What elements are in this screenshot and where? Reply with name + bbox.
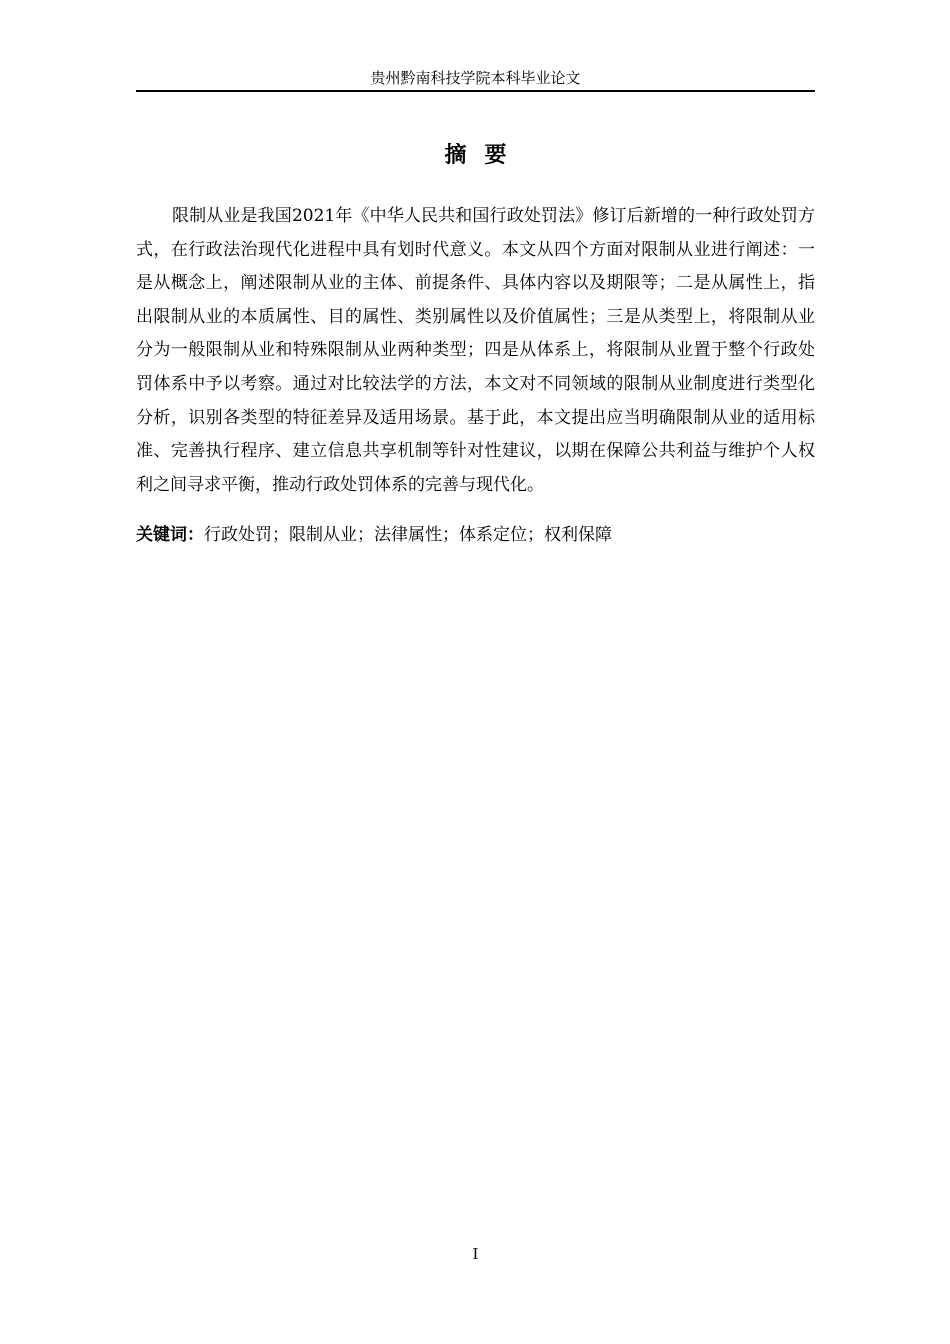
abstract-body: 限制从业是我国2021年《中华人民共和国行政处罚法》修订后新增的一种行政处罚方式，在行政法治现代化进程中具有划时代意义。本文从四个方面对限制从业进行阐述：一是从概念上，阐述限制从业的主体、前提条件、具体内容以及期限等；二是从属性上，指出限制从业的本质属性、目的属性、类别属性以及价值属性；三是从类型上，将限制从业分为一般限制从业和特殊限制从业两种类型；四是从体系上，将限制从业置于整个行政处罚体系中予以考察。通过对比较法学的方法，本文对不同领域的限制从业制度进行类型化分析，识别各类型的特征差异及适用场景。基于此，本文提出应当明确限制从业的适用标准、完善执行程序、建立信息共享机制等针对性建议，以期在保障公共利益与维护个人权利之间寻求平衡，推动行政处罚体系的完善与现代化。 (136, 206, 815, 495)
page-number: I (472, 1245, 479, 1263)
keywords-label: 关键词： (136, 525, 204, 545)
keywords-list: 行政处罚；限制从业；法律属性；体系定位；权利保障 (204, 525, 612, 545)
running-header: 贵州黔南科技学院本科毕业论文 (136, 68, 815, 92)
keywords-line (136, 520, 815, 550)
abstract-title: 摘要 (444, 143, 525, 168)
